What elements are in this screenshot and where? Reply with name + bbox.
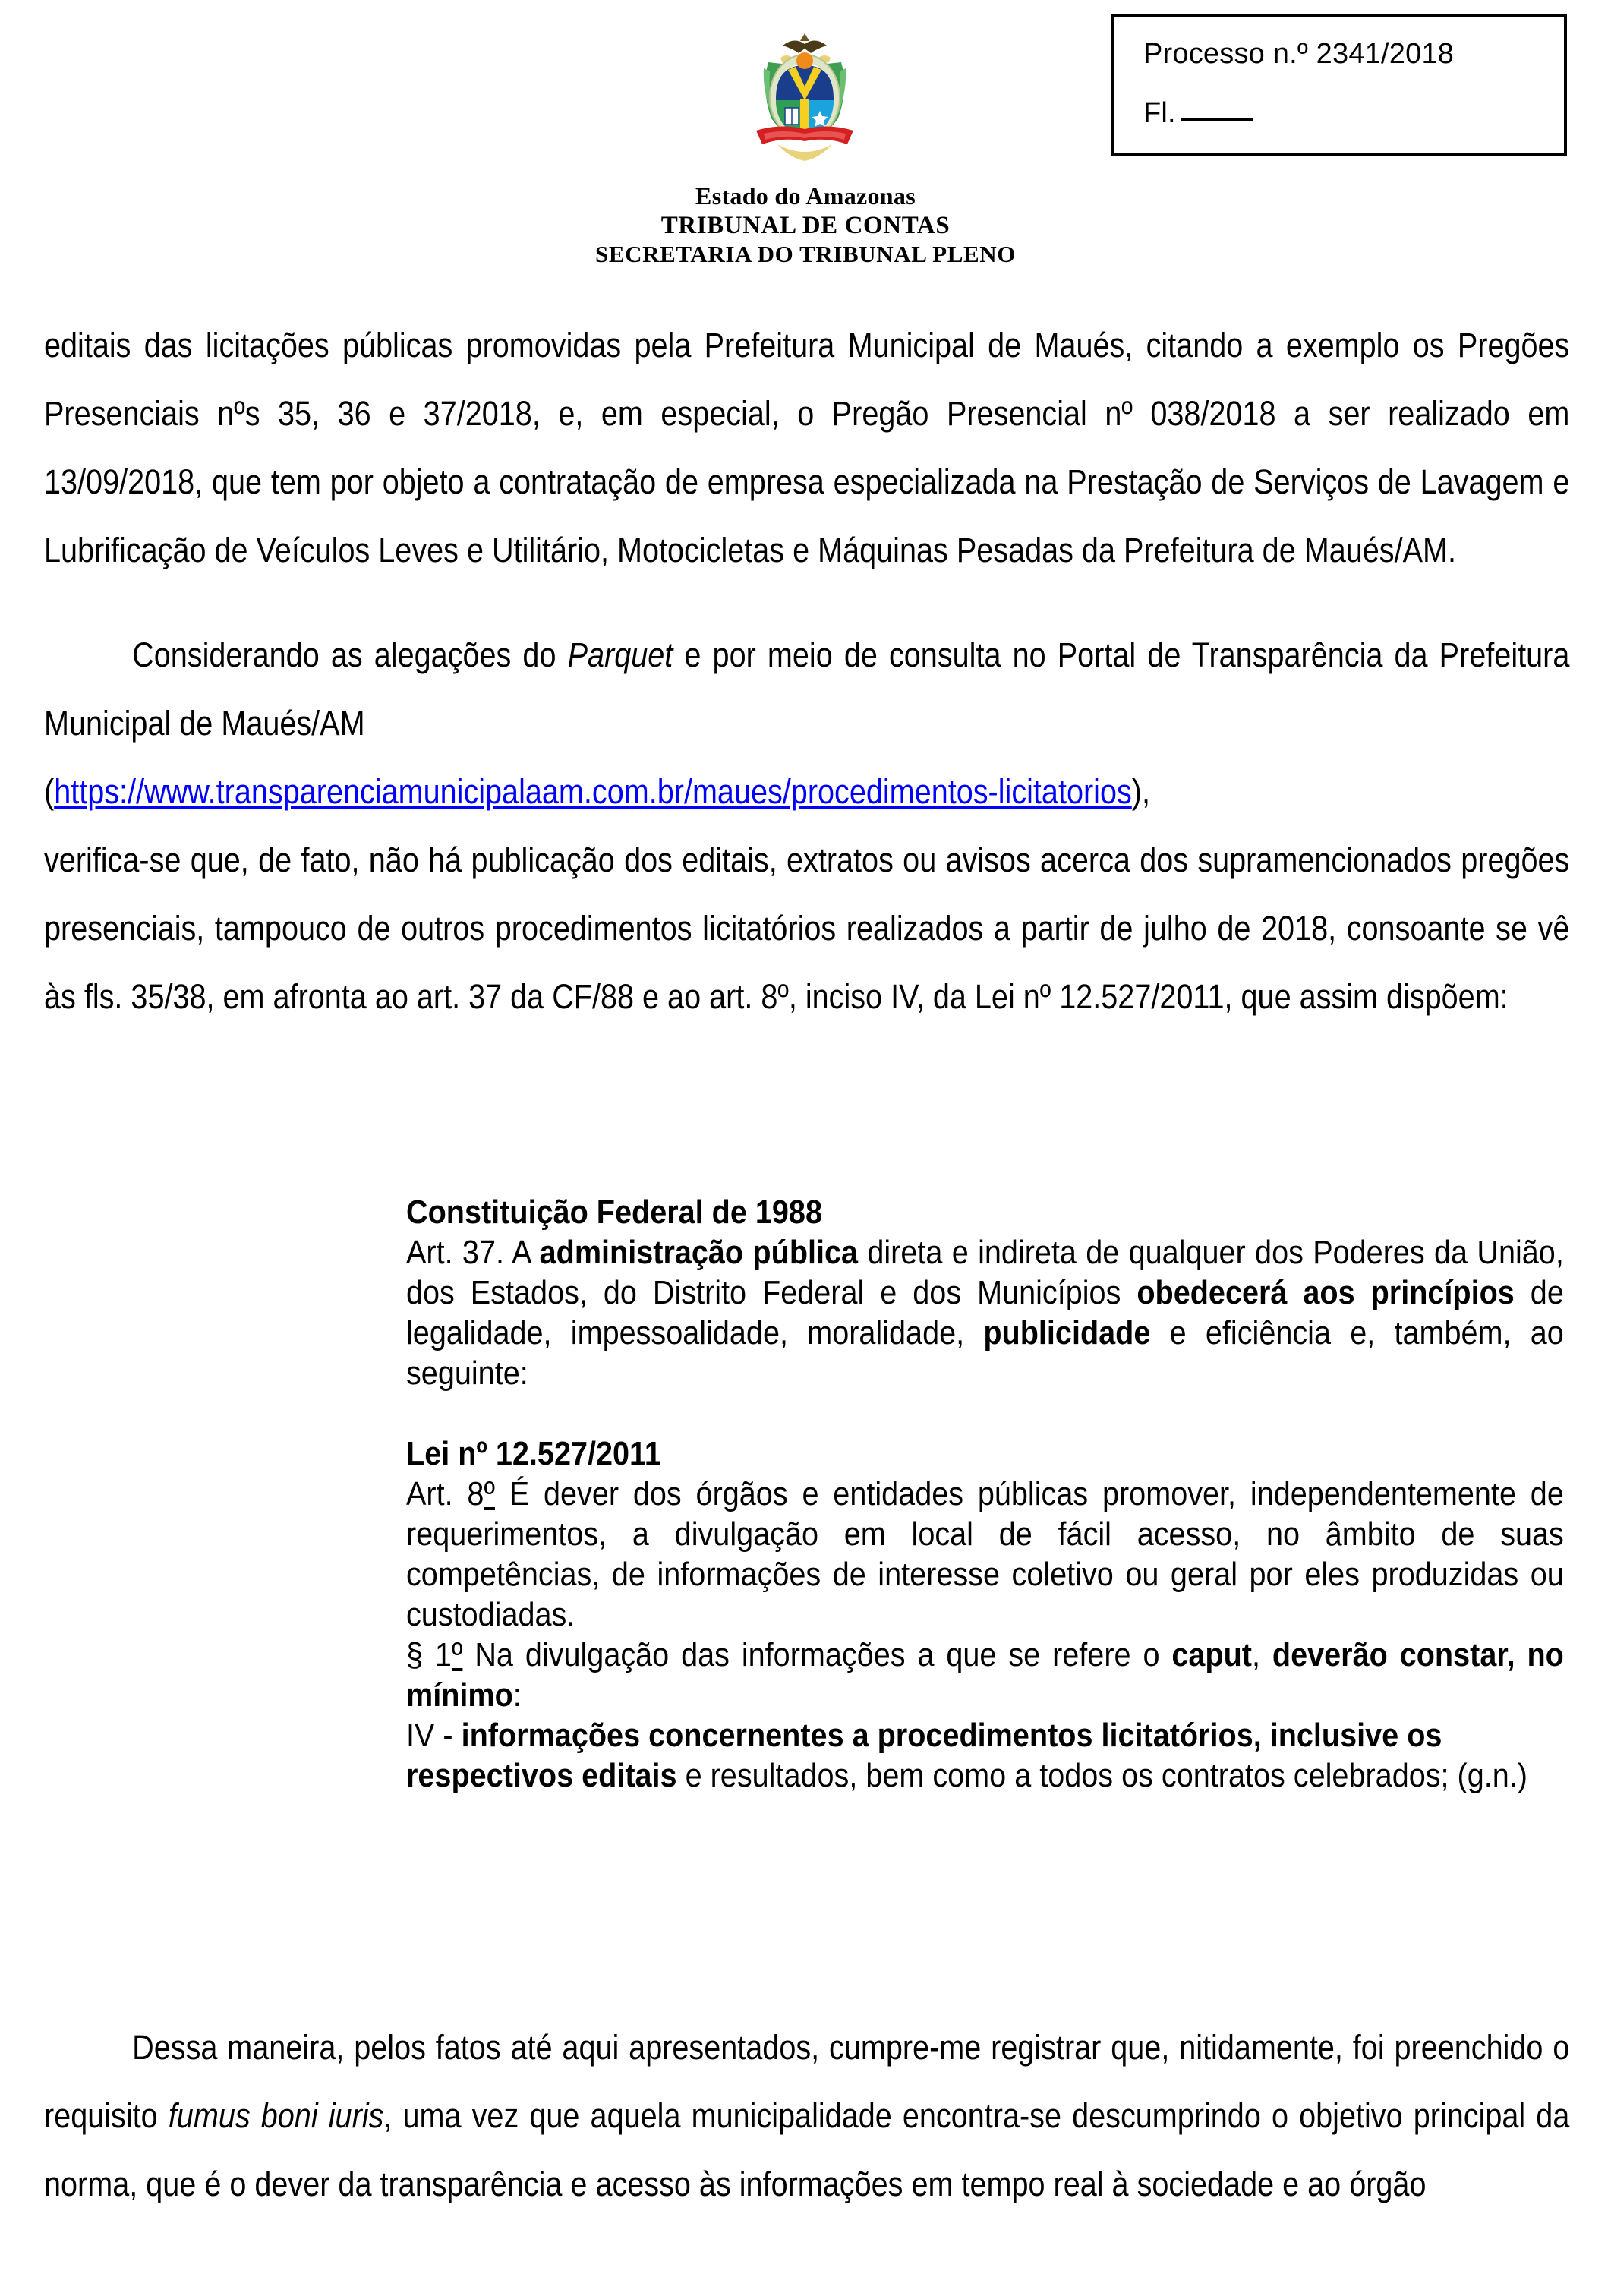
transparency-portal-link[interactable]: https://www.transparenciamunicipalaam.com.br/maues/procedimentos-licitatorios — [54, 772, 1132, 811]
lei-par1-bold-caput: caput — [1171, 1636, 1253, 1673]
cf-art37-bold-publicidade: publicidade — [983, 1314, 1151, 1351]
document-body — [44, 311, 1570, 1031]
cf-art37-part1: Art. 37. A — [406, 1234, 540, 1271]
process-number-label: Processo n.º 2341/2018 — [1143, 38, 1455, 70]
folio-label: Fl. — [1143, 96, 1176, 129]
parquet-italic: Parquet — [567, 636, 673, 674]
paragraph-url-line — [44, 758, 1569, 826]
coat-of-arms-svg — [741, 15, 870, 167]
cf-art37-part4: e eficiência e, também, ao seguinte: — [406, 1314, 1564, 1392]
quote-heading-constituicao: Constituição Federal de 1988 — [406, 1194, 822, 1231]
lei-iv-prefix: IV - — [406, 1717, 462, 1754]
document-tail — [44, 2014, 1570, 2219]
lei-par1-ordinal: º — [451, 1636, 463, 1673]
quote-spacer — [406, 1393, 1564, 1433]
lei-par1-end: : — [512, 1676, 522, 1714]
org-state-line: Estado do Amazonas — [695, 182, 916, 210]
lei-iv-bold: informações concernentes a procedimentos licitatórios, inclusive os respectivos editais — [406, 1717, 1442, 1794]
paragraph-editais: editais das licitações públicas promovidas pela Prefeitura Municipal de Maués, citando a exemplo os Pregões Presenciais nºs 35, 36 e 37/2018, e, em especial, o Pregão Presencial nº 038/2018 a ser realizado em 13/09/2018, que tem por objeto a contratação de empresa especializada na Prestação de Serviços de Lavagem e Lubrificação de Veículos Leves e Utilitário, Motocicletas e Máquinas Pesadas da Prefeitura de Maués/AM. — [44, 326, 1570, 569]
quote-heading-lei: Lei nº 12.527/2011 — [406, 1435, 661, 1472]
org-secretariat-line: SECRETARIA DO TRIBUNAL PLENO — [595, 240, 1016, 267]
dessa-post-text: , uma vez que aquela municipalidade encontra-se descumprindo o objetivo principal da norma, que é o dever da transparência e acesso às informações em tempo real à sociedade e ao órgão — [44, 2096, 1570, 2203]
folio-blank-rule — [1181, 118, 1253, 121]
cf-art37-bold-administracao: administração pública — [539, 1234, 859, 1271]
close-paren: ), — [1131, 772, 1150, 811]
quote-lei-inciso-iv — [406, 1715, 1564, 1796]
cf-art37-bold-obedecera: obedecerá aos princípios — [1137, 1274, 1515, 1311]
quote-lei-art8 — [406, 1474, 1564, 1635]
paragraph-considerando — [44, 621, 1569, 758]
dessa-pre-text: Dessa maneira, pelos fatos até aqui apresentados, cumpre-me registrar que, nitidamente, foi preenchido o requisito — [44, 2028, 1570, 2135]
considerando-pre-text: Considerando as alegações do — [132, 636, 568, 674]
lei-art8-ordinal: º — [484, 1475, 495, 1512]
cf-art37-part3: de legalidade, impessoalidade, moralidade, — [406, 1274, 1564, 1351]
lei-art8-text: É dever dos órgãos e entidades públicas promover, independentemente de requerimentos, a divulgação em local de fácil acesso, no âmbito de suas competências, de informações de interesse coletivo ou geral por eles produzidas ou custodiadas. — [406, 1475, 1564, 1633]
lei-par1-text: Na divulgação das informações a que se refere o — [462, 1636, 1172, 1673]
lei-iv-rest: e resultados, bem como a todos os contratos celebrados; (g.n.) — [676, 1757, 1527, 1794]
legal-quote-block — [406, 1192, 1564, 1796]
quote-lei-par1 — [406, 1635, 1564, 1715]
quote-cf-art37 — [406, 1232, 1564, 1393]
organization-heading — [0, 182, 1611, 268]
process-number-box — [1111, 14, 1567, 156]
fumus-boni-iuris-italic: fumus boni iuris — [168, 2096, 384, 2135]
folio-field — [1143, 97, 1564, 131]
paragraph-dessa-maneira — [44, 2014, 1569, 2219]
open-paren: ( — [44, 772, 55, 811]
paragraph-verifica-se: verifica-se que, de fato, não há publicação dos editais, extratos ou avisos acerca dos supramencionados pregões presenciais, tampouco de outros procedimentos licitatórios realizados a partir de julho de 2018, consoante se vê às fls. 35/38, em afronta ao art. 37 da CF/88 e ao art. 8º, inciso IV, da Lei nº 12.527/2011, que assim dispõem: — [44, 840, 1570, 1016]
lei-art8-prefix: Art. 8 — [406, 1475, 484, 1512]
org-court-line: TRIBUNAL DE CONTAS — [660, 211, 951, 239]
lei-par1-mid: , — [1252, 1636, 1272, 1673]
lei-par1-bold-deverao: deverão constar, no mínimo — [406, 1636, 1564, 1714]
lei-par1-prefix: § 1 — [406, 1636, 452, 1673]
considerando-post-text: e por meio de consulta no Portal de Transparência da Prefeitura Municipal de Maués/AM — [44, 636, 1570, 743]
page-header — [0, 0, 1611, 282]
cf-art37-part2: direta e indireta de qualquer dos Poderes da União, dos Estados, do Distrito Federal e dos Municípios — [406, 1234, 1564, 1311]
